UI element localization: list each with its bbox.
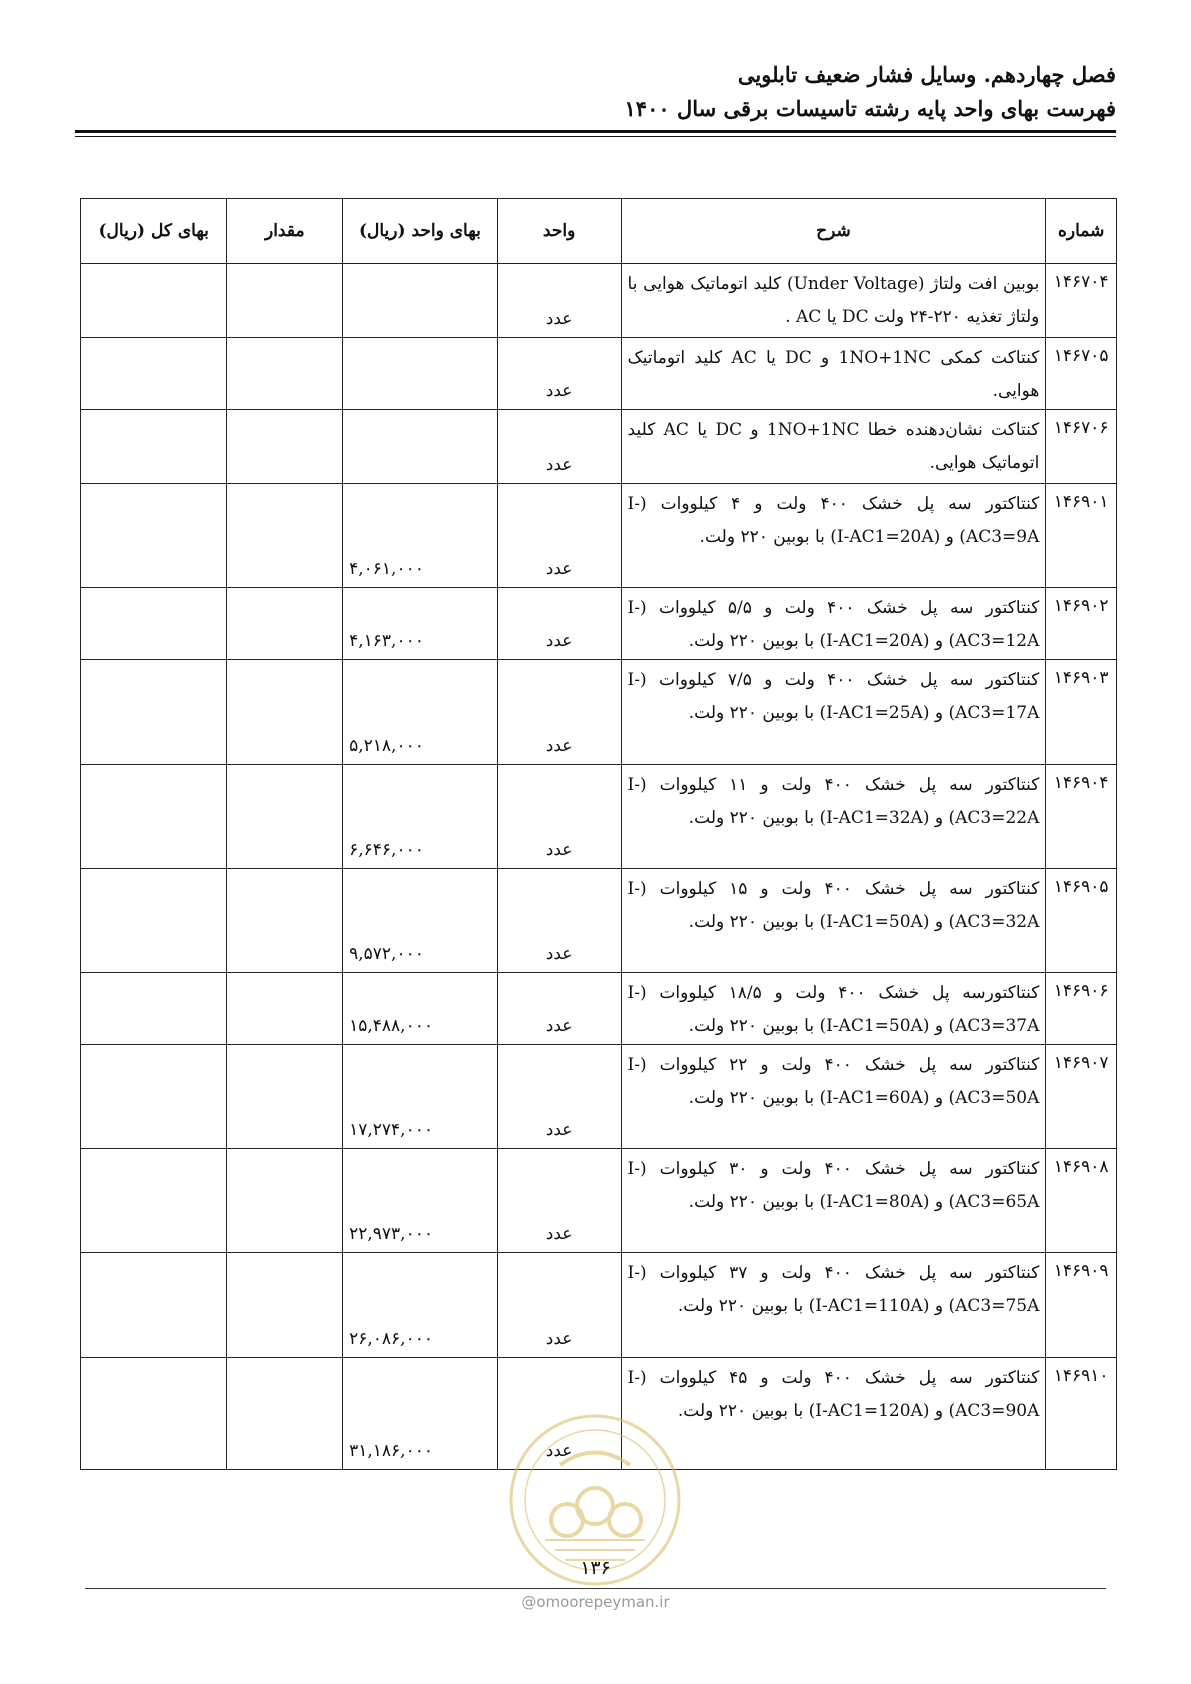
row-number: ۱۴۶۹۰۸	[1046, 1149, 1117, 1253]
table-row	[81, 765, 1117, 869]
row-unit: عدد	[497, 660, 621, 765]
row-total	[81, 973, 227, 1045]
row-unit: عدد	[497, 1253, 621, 1358]
header-divider-thin	[75, 136, 1116, 137]
row-unit: عدد	[497, 410, 621, 484]
row-number: ۱۴۶۷۰۵	[1046, 338, 1117, 410]
row-quantity	[227, 338, 343, 410]
row-number: ۱۴۶۹۰۳	[1046, 660, 1117, 765]
row-unit: عدد	[497, 1149, 621, 1253]
row-quantity	[227, 1149, 343, 1253]
row-unit: عدد	[497, 869, 621, 973]
table-row	[81, 264, 1117, 338]
row-description: کنتاکتور سه پل خشک ۴۰۰ ولت و ۲۲ کیلووات (I-AC3=50A) و (I-AC1=60A) با بوبین ۲۲۰ ولت.	[621, 1045, 1046, 1149]
row-number: ۱۴۶۹۰۶	[1046, 973, 1117, 1045]
row-unit: عدد	[497, 264, 621, 338]
row-quantity	[227, 410, 343, 484]
table-row	[81, 1045, 1117, 1149]
table-row	[81, 484, 1117, 588]
row-quantity	[227, 588, 343, 660]
row-number: ۱۴۶۹۰۱	[1046, 484, 1117, 588]
row-description: بوبین افت ولتاژ (Under Voltage) کلید اتوماتیک هوایی با ولتاژ تغذیه ۲۲۰-۲۴ ولت DC یا AC .	[621, 264, 1046, 338]
row-unit-price: ۶,۶۴۶,۰۰۰	[343, 765, 498, 869]
page-header	[625, 58, 1116, 126]
row-unit-price: ۴,۱۶۳,۰۰۰	[343, 588, 498, 660]
price-table	[80, 198, 1117, 1470]
row-number: ۱۴۶۹۰۹	[1046, 1253, 1117, 1358]
row-total	[81, 1149, 227, 1253]
row-total	[81, 1253, 227, 1358]
row-unit-price: ۲۶,۰۸۶,۰۰۰	[343, 1253, 498, 1358]
page-number: ۱۳۶	[580, 1557, 611, 1579]
row-quantity	[227, 869, 343, 973]
header-divider-thick	[75, 130, 1116, 133]
column-header-number: شماره	[1046, 199, 1117, 264]
row-description: کنتاکتور سه پل خشک ۴۰۰ ولت و ۱۱ کیلووات (I-AC3=22A) و (I-AC1=32A) با بوبین ۲۲۰ ولت.	[621, 765, 1046, 869]
table-row	[81, 973, 1117, 1045]
table-row	[81, 660, 1117, 765]
watermark-text: @omoorepeyman.ir	[521, 1593, 670, 1611]
table-row	[81, 410, 1117, 484]
column-header-unit-price: بهای واحد (ریال)	[343, 199, 498, 264]
table-row	[81, 588, 1117, 660]
row-description: کنتاکت نشان‌دهنده خطا 1NO+1NC و DC یا AC کلید اتوماتیک هوایی.	[621, 410, 1046, 484]
table-row	[81, 1149, 1117, 1253]
row-total	[81, 588, 227, 660]
row-total	[81, 264, 227, 338]
row-total	[81, 484, 227, 588]
column-header-quantity: مقدار	[227, 199, 343, 264]
row-description: کنتاکتورسه پل خشک ۴۰۰ ولت و ۱۸/۵ کیلووات (I-AC3=37A) و (I-AC1=50A) با بوبین ۲۲۰ ولت.	[621, 973, 1046, 1045]
row-quantity	[227, 765, 343, 869]
row-description: کنتاکتور سه پل خشک ۴۰۰ ولت و ۳۷ کیلووات (I-AC3=75A) و (I-AC1=110A) با بوبین ۲۲۰ ولت.	[621, 1253, 1046, 1358]
row-total	[81, 338, 227, 410]
row-total	[81, 869, 227, 973]
row-description: کنتاکتور سه پل خشک ۴۰۰ ولت و ۱۵ کیلووات (I-AC3=32A) و (I-AC1=50A) با بوبین ۲۲۰ ولت.	[621, 869, 1046, 973]
table-row	[81, 338, 1117, 410]
footer-divider	[85, 1588, 1106, 1589]
row-unit: عدد	[497, 588, 621, 660]
row-number: ۱۴۶۹۱۰	[1046, 1358, 1117, 1470]
row-quantity	[227, 660, 343, 765]
row-number: ۱۴۶۹۰۵	[1046, 869, 1117, 973]
row-unit-price: ۲۲,۹۷۳,۰۰۰	[343, 1149, 498, 1253]
row-total	[81, 410, 227, 484]
row-quantity	[227, 484, 343, 588]
row-unit-price: ۱۷,۲۷۴,۰۰۰	[343, 1045, 498, 1149]
row-unit-price	[343, 410, 498, 484]
row-total	[81, 660, 227, 765]
table-header-row	[81, 199, 1117, 264]
row-number: ۱۴۶۷۰۶	[1046, 410, 1117, 484]
row-unit: عدد	[497, 1045, 621, 1149]
row-total	[81, 765, 227, 869]
document-title: فهرست بهای واحد پایه رشته تاسیسات برقی سال ۱۴۰۰	[624, 96, 1116, 121]
row-quantity	[227, 1358, 343, 1470]
row-description: کنتاکتور سه پل خشک ۴۰۰ ولت و ۷/۵ کیلووات (I-AC3=17A) و (I-AC1=25A) با بوبین ۲۲۰ ولت.	[621, 660, 1046, 765]
row-description: کنتاکتور سه پل خشک ۴۰۰ ولت و ۴۵ کیلووات (I-AC3=90A) و (I-AC1=120A) با بوبین ۲۲۰ ولت.	[621, 1358, 1046, 1470]
column-header-total: بهای کل (ریال)	[81, 199, 227, 264]
row-unit: عدد	[497, 484, 621, 588]
row-unit-price: ۵,۲۱۸,۰۰۰	[343, 660, 498, 765]
row-number: ۱۴۶۹۰۲	[1046, 588, 1117, 660]
row-quantity	[227, 1253, 343, 1358]
row-quantity	[227, 1045, 343, 1149]
row-unit-price: ۱۵,۴۸۸,۰۰۰	[343, 973, 498, 1045]
row-number: ۱۴۶۹۰۴	[1046, 765, 1117, 869]
row-quantity	[227, 973, 343, 1045]
row-unit: عدد	[497, 338, 621, 410]
row-description: کنتاکتور سه پل خشک ۴۰۰ ولت و ۳۰ کیلووات (I-AC3=65A) و (I-AC1=80A) با بوبین ۲۲۰ ولت.	[621, 1149, 1046, 1253]
row-unit-price	[343, 264, 498, 338]
row-unit-price: ۳۱,۱۸۶,۰۰۰	[343, 1358, 498, 1470]
row-number: ۱۴۶۷۰۴	[1046, 264, 1117, 338]
row-unit-price: ۴,۰۶۱,۰۰۰	[343, 484, 498, 588]
row-unit-price	[343, 338, 498, 410]
row-description: کنتاکت کمکی 1NO+1NC و DC یا AC کلید اتوماتیک هوایی.	[621, 338, 1046, 410]
row-description: کنتاکتور سه پل خشک ۴۰۰ ولت و ۴ کیلووات (I-AC3=9A) و (I-AC1=20A) با بوبین ۲۲۰ ولت.	[621, 484, 1046, 588]
table-row	[81, 869, 1117, 973]
row-unit: عدد	[497, 1358, 621, 1470]
row-quantity	[227, 264, 343, 338]
row-number: ۱۴۶۹۰۷	[1046, 1045, 1117, 1149]
row-total	[81, 1045, 227, 1149]
row-description: کنتاکتور سه پل خشک ۴۰۰ ولت و ۵/۵ کیلووات (I-AC3=12A) و (I-AC1=20A) با بوبین ۲۲۰ ولت.	[621, 588, 1046, 660]
row-unit: عدد	[497, 973, 621, 1045]
row-unit-price: ۹,۵۷۲,۰۰۰	[343, 869, 498, 973]
chapter-title: فصل چهاردهم. وسایل فشار ضعیف تابلویی	[737, 62, 1116, 87]
row-total	[81, 1358, 227, 1470]
row-unit: عدد	[497, 765, 621, 869]
column-header-description: شرح	[621, 199, 1046, 264]
table-row	[81, 1253, 1117, 1358]
column-header-unit: واحد	[497, 199, 621, 264]
